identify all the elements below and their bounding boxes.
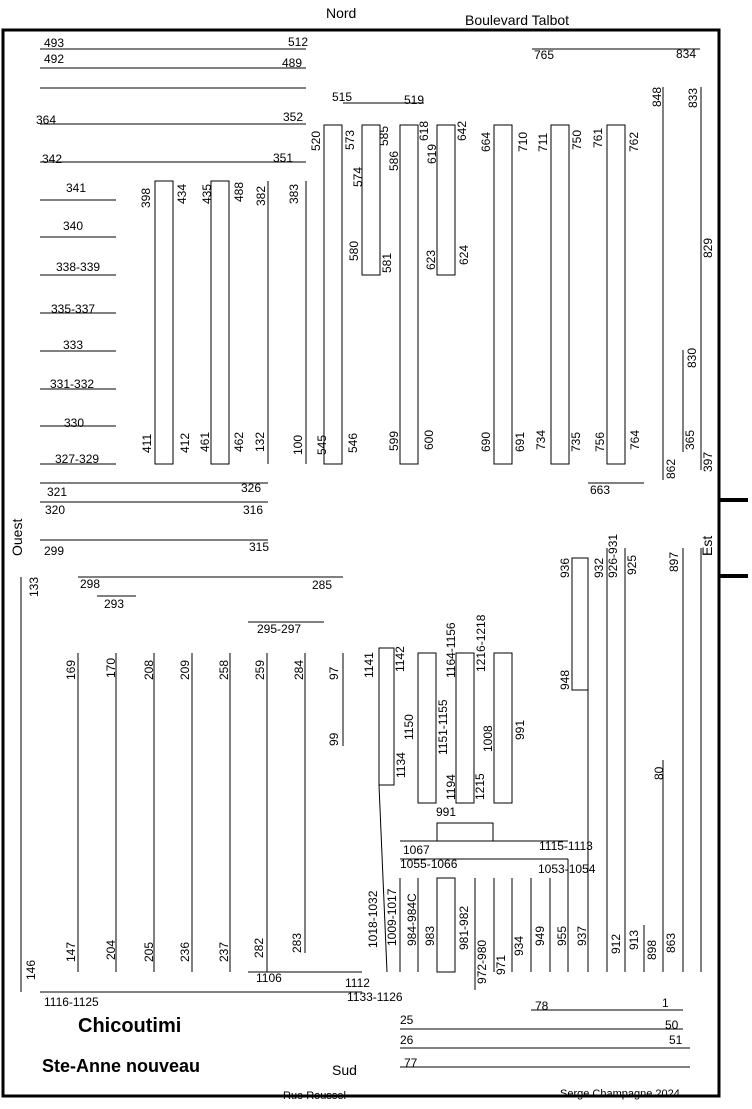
- lot-label: 299: [44, 544, 65, 558]
- lot-label: 983: [423, 925, 437, 946]
- lot-label: 435: [200, 183, 214, 204]
- lot-label: 581: [380, 252, 394, 273]
- west-label: Ouest: [9, 518, 25, 556]
- lot-label: 461: [198, 431, 212, 452]
- lot-label: 586: [387, 150, 401, 171]
- lot-label: 284: [292, 659, 306, 680]
- lot-label: 829: [701, 237, 715, 258]
- lot-label: 170: [104, 657, 118, 678]
- lot-label: 293: [104, 597, 125, 611]
- lot-label: 1067: [403, 843, 430, 857]
- lot-label: 512: [288, 35, 309, 49]
- lot-label: 863: [664, 932, 678, 953]
- lot-label: 624: [457, 244, 471, 265]
- lot-label: 573: [343, 129, 357, 150]
- lot-label: 382: [254, 185, 268, 206]
- lot-label: 981-982: [457, 905, 471, 950]
- lot-label: 1133-1126: [347, 990, 403, 1004]
- lot-label: 545: [315, 434, 329, 455]
- lot-label: 383: [287, 183, 301, 204]
- lot-label: 618: [417, 120, 431, 141]
- lot-label: 991: [436, 805, 457, 819]
- lot-label: 1112: [345, 976, 370, 990]
- lot-label: 750: [570, 129, 584, 150]
- lot-label: 208: [142, 659, 156, 680]
- lot-label: 1116-1125: [44, 995, 99, 1009]
- lot-label: 100: [291, 434, 305, 455]
- lot-label: 765: [534, 48, 555, 62]
- lot-label: 489: [282, 56, 303, 70]
- lot-label: 316: [243, 503, 264, 517]
- lot-label: 619: [425, 143, 439, 164]
- lot-label: 734: [534, 429, 548, 450]
- lot-label: 934: [512, 935, 526, 956]
- lot-label: 1008: [481, 725, 495, 752]
- lot-label: 623: [424, 249, 438, 270]
- lot-label: 1142: [393, 646, 407, 672]
- lot-label: 664: [479, 131, 493, 152]
- lot-label: 949: [533, 925, 547, 946]
- lot-label: 761: [591, 127, 605, 148]
- lot-label: 1215: [473, 773, 487, 800]
- lot-label: 80: [652, 766, 666, 780]
- lot-label: 342: [42, 152, 63, 166]
- lot-label: 298: [80, 577, 101, 591]
- lot-label: 97: [327, 666, 341, 680]
- lot-label: 984-984C: [405, 893, 419, 946]
- lot-label: 834: [676, 47, 697, 61]
- lot-label: 1151-1155: [436, 699, 450, 755]
- lot-label: 1150: [402, 714, 416, 740]
- lot-label: 663: [590, 483, 611, 497]
- lot-label: 258: [217, 659, 231, 680]
- lot-label: 333: [63, 338, 84, 352]
- lot-label: 764: [628, 429, 642, 450]
- lot-label: 932: [592, 557, 606, 578]
- lot-label: 493: [44, 36, 65, 50]
- lot-label: 204: [104, 939, 118, 960]
- lot-label: 937: [575, 925, 589, 946]
- lot-label: 599: [387, 430, 401, 451]
- lot-label: 26: [400, 1033, 414, 1047]
- lot-label: 520: [309, 130, 323, 151]
- lot-labels-vertical: [24, 87, 715, 984]
- credit: Serge Champagne 2024: [560, 1088, 680, 1100]
- lot-label: 926-931: [606, 533, 620, 578]
- lot-label: 1055-1066: [400, 857, 458, 871]
- lot-label: 1: [662, 996, 669, 1010]
- lot-label: 488: [232, 181, 246, 202]
- lot-label: 1164-1156: [444, 622, 458, 678]
- map-subtitle: Ste-Anne nouveau: [42, 1056, 201, 1076]
- lot-label: 351: [273, 151, 294, 165]
- lot-label: 99: [327, 732, 341, 746]
- lot-label: 341: [66, 181, 87, 195]
- lot-label: 398: [139, 187, 153, 208]
- lot-label: 546: [346, 432, 360, 453]
- lot-label: 1018-1032: [366, 890, 380, 948]
- north-label: Nord: [326, 5, 357, 21]
- lot-label: 971: [494, 954, 508, 975]
- lot-label: 936: [558, 557, 572, 578]
- lot-label: 205: [142, 941, 156, 962]
- lot-label: 756: [593, 431, 607, 452]
- lot-label: 209: [178, 659, 192, 680]
- lot-label: 282: [252, 937, 266, 958]
- lot-label: 585: [377, 125, 391, 146]
- lot-label: 711: [536, 132, 550, 152]
- lot-label: 50: [665, 1018, 679, 1032]
- lot-label: 492: [44, 52, 65, 66]
- lot-label: 691: [513, 431, 527, 452]
- south-label: Sud: [332, 1062, 357, 1078]
- lot-label: 25: [400, 1013, 414, 1027]
- lot-label: 991: [513, 719, 527, 740]
- lot-label: 364: [36, 113, 57, 127]
- lot-label: 169: [64, 659, 78, 680]
- lot-label: 830: [685, 347, 699, 368]
- lot-label: 326: [241, 481, 262, 495]
- lot-label: 320: [45, 503, 66, 517]
- lot-label: 434: [175, 183, 189, 204]
- map-title: Chicoutimi: [78, 1015, 182, 1037]
- lot-label: 146: [24, 959, 38, 980]
- lot-label: 330: [64, 416, 85, 430]
- lot-label: 1053-1054: [538, 862, 596, 876]
- lot-label: 898: [645, 939, 659, 960]
- lot-label: 331-332: [50, 377, 95, 391]
- lot-label: 1134: [394, 752, 408, 778]
- lot-label: 862: [664, 458, 678, 479]
- lot-label: 51: [669, 1033, 683, 1047]
- lot-label: 912: [609, 933, 623, 954]
- lot-label: 259: [253, 659, 267, 680]
- lot-label: 365: [683, 429, 697, 450]
- lot-label: 352: [283, 110, 304, 124]
- lot-label: 848: [650, 86, 664, 107]
- lot-label: 1009-1017: [385, 888, 399, 946]
- lot-label: 580: [347, 240, 361, 261]
- lot-label: 710: [516, 131, 530, 152]
- lot-label: 338-339: [56, 260, 101, 274]
- lot-label: 762: [627, 131, 641, 152]
- lot-label: 955: [555, 925, 569, 946]
- lot-label: 1141: [362, 652, 376, 678]
- lot-label: 132: [253, 431, 267, 452]
- lot-label: 295-297: [257, 622, 302, 636]
- lot-label: 519: [404, 93, 425, 107]
- lot-label: 690: [479, 431, 493, 452]
- lot-label: 236: [178, 941, 192, 962]
- lot-label: 397: [701, 451, 715, 472]
- east-label: Est: [699, 535, 715, 556]
- lot-label: 133: [27, 576, 41, 597]
- lot-label: 515: [332, 90, 353, 104]
- lot-label: 77: [404, 1056, 418, 1070]
- lot-label: 897: [667, 551, 681, 572]
- lot-label: 735: [569, 431, 583, 452]
- lot-label: 972-980: [475, 939, 489, 984]
- lot-label: 642: [455, 120, 469, 141]
- lot-label: 147: [64, 941, 78, 962]
- lot-label: 411: [140, 433, 154, 453]
- lot-label: 1115-1113: [539, 839, 593, 853]
- lot-label: 283: [290, 932, 304, 953]
- lot-label: 913: [627, 929, 641, 950]
- lot-label: 925: [625, 554, 639, 575]
- lot-label: 327-329: [55, 452, 100, 466]
- lot-label: 315: [249, 540, 270, 554]
- lot-label: 1194: [444, 774, 458, 800]
- lot-label: 462: [232, 431, 246, 452]
- lot-label: 78: [535, 999, 549, 1013]
- lot-label: 1216-1218: [474, 614, 488, 672]
- lot-label: 600: [422, 429, 436, 450]
- street-boulevard-talbot: Boulevard Talbot: [465, 12, 570, 28]
- street-rue-roussel: Rue Roussel: [283, 1090, 346, 1102]
- lot-label: 1106: [256, 971, 282, 985]
- lot-label: 574: [351, 166, 365, 187]
- lot-label: 321: [47, 485, 68, 499]
- lot-label: 285: [312, 578, 333, 592]
- lot-label: 412: [178, 432, 192, 453]
- lot-label: 335-337: [51, 302, 96, 316]
- lot-label: 237: [217, 941, 231, 962]
- lot-label: 948: [558, 669, 572, 690]
- lot-label: 833: [686, 87, 700, 108]
- lot-label: 340: [63, 219, 84, 233]
